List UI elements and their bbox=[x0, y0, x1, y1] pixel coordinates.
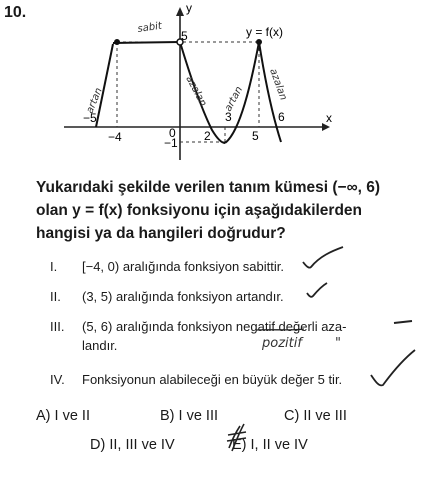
statement-2-roman: II. bbox=[50, 289, 61, 304]
statement-3-continuation: landır. bbox=[82, 338, 118, 353]
choice-e-text: I, II ve IV bbox=[250, 437, 308, 453]
stem-line-3: hangisi ya da hangileri doğrudur? bbox=[36, 225, 286, 242]
tick-x-0: 0 bbox=[169, 126, 176, 140]
handwritten-artan-right: artan bbox=[222, 84, 246, 114]
choice-e-letter: E) bbox=[232, 437, 247, 453]
tick-x-6: 6 bbox=[278, 110, 285, 124]
scribble-over-e bbox=[227, 424, 246, 451]
choice-d-text: II, III ve IV bbox=[109, 437, 175, 453]
statement-1-text: [−4, 0) aralığında fonksiyon sabittir. bbox=[82, 259, 284, 274]
question-number: 10. bbox=[4, 4, 27, 21]
choice-c-letter: C) bbox=[284, 408, 300, 424]
axis-label-y: y bbox=[186, 2, 192, 15]
tick-x-5: 5 bbox=[252, 129, 259, 143]
handwritten-artan-left: artan bbox=[84, 86, 105, 116]
handwritten-ditto: " bbox=[335, 336, 341, 351]
statement-3-roman: III. bbox=[50, 319, 65, 334]
tick-y-5: 5 bbox=[181, 29, 188, 43]
handwritten-azalan: azalan bbox=[183, 74, 209, 109]
underline-negatif bbox=[256, 329, 304, 330]
statement-4-text: Fonksiyonun alabileceği en büyük değer 5 tir. bbox=[82, 372, 343, 387]
tick-y-minus1: −1 bbox=[164, 136, 178, 150]
statement-3-text: (5, 6) aralığında fonksiyon negatif değerli aza- bbox=[82, 319, 347, 334]
choice-b-text: I ve III bbox=[178, 408, 219, 424]
check-mark-1 bbox=[303, 247, 343, 268]
choice-a-letter: A) bbox=[36, 408, 51, 424]
statement-1-roman: I. bbox=[50, 259, 58, 274]
statement-2-text: (3, 5) aralığında fonksiyon artandır. bbox=[82, 289, 284, 304]
tick-x-2: 2 bbox=[204, 129, 211, 143]
tick-x-3: 3 bbox=[225, 110, 232, 124]
choice-b-letter: B) bbox=[160, 408, 175, 424]
statement-4-roman: IV. bbox=[50, 372, 65, 387]
stem-line-1: Yukarıdaki şekilde verilen tanım kümesi (−∞, 6) bbox=[36, 179, 381, 196]
handwritten-pozitif: pozitif bbox=[262, 336, 302, 351]
choice-d-letter: D) bbox=[90, 437, 106, 453]
dash-mark-3 bbox=[394, 321, 412, 323]
function-label: y = f(x) bbox=[246, 25, 284, 39]
choice-a-text: I ve II bbox=[54, 408, 90, 424]
axis-label-x: x bbox=[326, 111, 332, 125]
check-mark-2 bbox=[307, 283, 327, 297]
tick-x-minus4: −4 bbox=[108, 130, 122, 144]
handwritten-sabit: sabit bbox=[136, 20, 163, 35]
handwritten-azalan-right: azalan bbox=[267, 67, 289, 102]
choice-c-text: II ve III bbox=[303, 408, 347, 424]
tick-x-minus5: −5 bbox=[83, 111, 97, 125]
check-mark-4 bbox=[371, 350, 415, 385]
stem-line-2: olan y = f(x) fonksiyonu için aşağıdakilerden bbox=[36, 202, 363, 219]
